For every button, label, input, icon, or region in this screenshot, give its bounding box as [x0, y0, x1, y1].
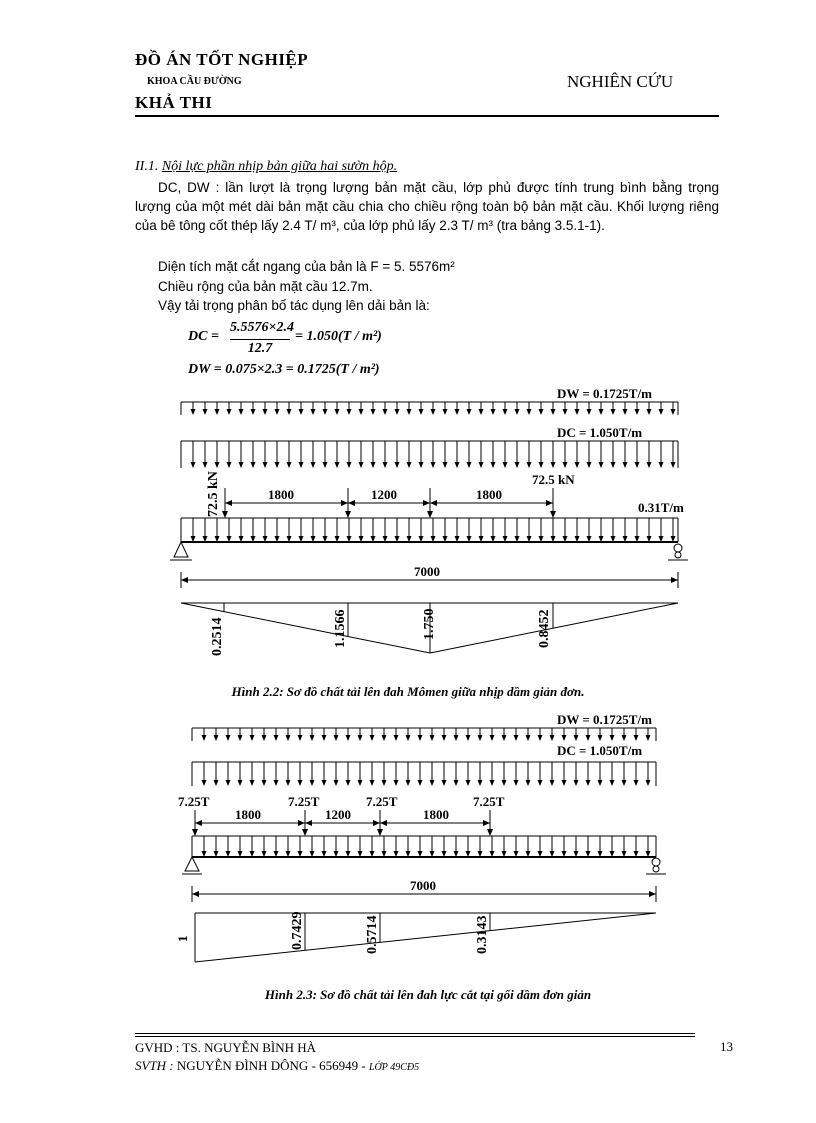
load-arrowhead	[418, 780, 423, 786]
load-arrowhead	[526, 780, 531, 786]
load-arrowhead	[406, 780, 411, 786]
figure1-uniform-label: 0.31T/m	[638, 500, 684, 515]
figure1-caption: Hình 2.2: Sơ đồ chất tải lên đah Mômen giữa nhịp dầm giản đơn.	[231, 684, 585, 699]
load-arrowhead	[191, 409, 196, 415]
load-arrowhead	[263, 409, 268, 415]
dc-formula-lhs: DC =	[188, 329, 219, 344]
load-arrowhead	[310, 780, 315, 786]
load-arrowhead	[575, 462, 580, 468]
load-arrowhead	[359, 462, 364, 468]
load-arrowhead	[479, 409, 484, 415]
load-arrowhead	[574, 735, 579, 741]
figure2-supports	[182, 857, 666, 874]
load-arrowhead	[335, 462, 340, 468]
load-arrowhead	[503, 409, 508, 415]
load-arrowhead	[298, 780, 303, 786]
load-arrowhead	[659, 462, 664, 468]
load-arrowhead	[563, 409, 568, 415]
load-arrowhead	[503, 462, 508, 468]
dc-formula-rhs: = 1.050(T / m²)	[295, 329, 382, 344]
load-arrowhead	[407, 409, 412, 415]
load-arrowhead	[586, 735, 591, 741]
load-arrowhead	[419, 462, 424, 468]
load-arrowhead	[262, 735, 267, 741]
load-arrowhead	[299, 409, 304, 415]
load-arrowhead	[671, 409, 676, 415]
load-arrowhead	[622, 735, 627, 741]
load-arrowhead	[287, 462, 292, 468]
load-arrowhead	[443, 409, 448, 415]
load-arrowhead	[203, 409, 208, 415]
load-arrowhead	[395, 462, 400, 468]
load-arrowhead	[514, 735, 519, 741]
load-arrowhead	[394, 735, 399, 741]
load-arrowhead	[238, 735, 243, 741]
load-arrowhead	[562, 735, 567, 741]
load-arrowhead	[646, 780, 651, 786]
load-arrowhead	[527, 409, 532, 415]
load-arrowhead	[550, 780, 555, 786]
load-arrowhead	[215, 462, 220, 468]
load-arrowhead	[502, 735, 507, 741]
load-arrowhead	[587, 409, 592, 415]
load-arrowhead	[514, 780, 519, 786]
load-arrowhead	[431, 409, 436, 415]
load-arrowhead	[346, 780, 351, 786]
figure1-load-right-label: 72.5 kN	[532, 472, 575, 487]
load-arrowhead	[215, 409, 220, 415]
area-line: Diện tích mặt cắt ngang của bản là F = 5. 5576m²	[158, 259, 455, 274]
load-arrowhead	[370, 735, 375, 741]
load-arrowhead	[214, 735, 219, 741]
load-arrowhead	[323, 409, 328, 415]
load-arrowhead	[634, 780, 639, 786]
figure2-uniform-load	[192, 836, 656, 857]
load-arrowhead	[599, 409, 604, 415]
load-arrowhead	[467, 462, 472, 468]
load-arrowhead	[347, 409, 352, 415]
figure1-ordinate4: 0.8452	[537, 609, 552, 648]
load-arrowhead	[443, 462, 448, 468]
load-arrowhead	[563, 462, 568, 468]
load-arrowhead	[538, 735, 543, 741]
figure2-p4-label: 7.25T	[473, 794, 505, 809]
load-arrowhead	[539, 462, 544, 468]
load-arrowhead	[275, 462, 280, 468]
load-arrowhead	[358, 780, 363, 786]
load-arrowhead	[358, 735, 363, 741]
load-arrowhead	[370, 780, 375, 786]
load-arrowhead	[238, 780, 243, 786]
width-line: Chiều rộng của bản mặt cầu 12.7m.	[158, 279, 373, 294]
load-arrowhead	[311, 409, 316, 415]
load-arrowhead	[371, 462, 376, 468]
load-arrowhead	[419, 409, 424, 415]
figure2-caption: Hình 2.3: Sơ đồ chất tải lên đah lực cắt tại gối dầm đơn giản	[264, 987, 592, 1002]
load-arrowhead	[239, 462, 244, 468]
load-arrowhead	[322, 780, 327, 786]
load-arrowhead	[647, 409, 652, 415]
load-arrowhead	[611, 462, 616, 468]
figure1-dw-label: DW = 0.1725T/m	[557, 386, 652, 401]
figure1-dim3: 1800	[476, 487, 502, 502]
load-arrowhead	[466, 780, 471, 786]
load-arrowhead	[599, 462, 604, 468]
figure1-dc-load	[181, 441, 678, 468]
load-arrowhead	[251, 409, 256, 415]
load-arrowhead	[634, 735, 639, 741]
figure2-dw-label: DW = 0.1725T/m	[557, 712, 652, 727]
load-arrowhead	[263, 462, 268, 468]
load-arrowhead	[286, 780, 291, 786]
load-arrowhead	[394, 780, 399, 786]
load-arrowhead	[490, 735, 495, 741]
load-arrowhead	[334, 735, 339, 741]
figure2-p1-label: 7.25T	[178, 794, 210, 809]
figure2-dc-load	[192, 762, 656, 786]
load-arrowhead	[250, 735, 255, 741]
load-arrowhead	[635, 409, 640, 415]
load-arrowhead	[550, 735, 555, 741]
figure1-uniform-load	[181, 518, 678, 542]
load-arrowhead	[202, 780, 207, 786]
figure2-ordinate2: 0.5714	[365, 915, 380, 954]
figure2-dim2: 1200	[325, 807, 351, 822]
page-number: 13	[720, 1039, 733, 1054]
load-arrowhead	[202, 735, 207, 741]
figure2-dw-load	[192, 728, 656, 741]
load-arrowhead	[491, 409, 496, 415]
load-arrowhead	[551, 462, 556, 468]
load-arrowhead	[406, 735, 411, 741]
load-arrowhead	[587, 462, 592, 468]
load-arrowhead	[622, 780, 627, 786]
load-arrowhead	[371, 409, 376, 415]
load-arrowhead	[323, 462, 328, 468]
load-arrowhead	[430, 735, 435, 741]
load-arrowhead	[298, 735, 303, 741]
figure1-span-label: 7000	[414, 564, 440, 579]
footer-student	[135, 1058, 419, 1074]
load-arrowhead	[455, 409, 460, 415]
dw-formula: DW = 0.075×2.3 = 0.1725(T / m²)	[188, 362, 380, 377]
load-arrowhead	[430, 780, 435, 786]
footer-student-class: LỚP 49CĐ5	[368, 1062, 420, 1073]
load-arrowhead	[322, 735, 327, 741]
load-arrowhead	[611, 409, 616, 415]
figure2-dc-label: DC = 1.050T/m	[557, 743, 643, 758]
load-arrowhead	[623, 409, 628, 415]
figure1-dw-load	[181, 402, 678, 415]
load-arrowhead	[226, 735, 231, 741]
load-arrowhead	[467, 409, 472, 415]
load-arrowhead	[262, 780, 267, 786]
load-arrowhead	[454, 735, 459, 741]
load-arrowhead	[418, 735, 423, 741]
load-arrowhead	[478, 780, 483, 786]
load-arrowhead	[286, 735, 291, 741]
load-arrowhead	[442, 780, 447, 786]
header-right-label: NGHIÊN CỨU	[567, 72, 674, 91]
load-arrowhead	[227, 409, 232, 415]
figure1-dim1: 1800	[268, 487, 294, 502]
figure2-span-label: 7000	[410, 878, 436, 893]
load-arrowhead	[191, 462, 196, 468]
figure2-p2-label: 7.25T	[288, 794, 320, 809]
section-number: II.1.	[135, 159, 159, 174]
load-arrowhead	[479, 462, 484, 468]
figure1-ordinate2: 1.1566	[333, 609, 348, 648]
load-arrowhead	[382, 780, 387, 786]
load-arrowhead	[610, 735, 615, 741]
footer-advisor: GVHD : TS. NGUYỄN BÌNH HÀ	[135, 1040, 317, 1055]
load-arrowhead	[502, 780, 507, 786]
report-title: ĐỒ ÁN TỐT NGHIỆP	[135, 50, 309, 69]
load-arrowhead	[226, 780, 231, 786]
load-arrowhead	[251, 462, 256, 468]
load-arrowhead	[538, 780, 543, 786]
load-arrowhead	[647, 462, 652, 468]
department-label: KHOA CẦU ĐƯỜNG	[147, 76, 242, 87]
load-arrowhead	[383, 462, 388, 468]
load-arrowhead	[227, 462, 232, 468]
load-arrowhead	[431, 462, 436, 468]
section-title: Nội lực phần nhịp bản giữa hai sườn hộp.	[161, 159, 398, 174]
load-arrowhead	[527, 462, 532, 468]
footer-student-label: SVTH :	[135, 1058, 174, 1073]
load-arrowhead	[466, 735, 471, 741]
figure1-load-left-label: 72.5 kN	[206, 471, 221, 517]
load-arrowhead	[575, 409, 580, 415]
load-arrowhead	[478, 735, 483, 741]
figure2-dim1: 1800	[235, 807, 261, 822]
load-arrowhead	[383, 409, 388, 415]
load-arrowhead	[586, 780, 591, 786]
load-arrowhead	[311, 462, 316, 468]
figure2-dim3: 1800	[423, 807, 449, 822]
load-arrowhead	[346, 735, 351, 741]
footer-rule-top	[135, 1033, 695, 1034]
dc-formula-numerator: 5.5576×2.4	[230, 320, 294, 335]
load-arrowhead	[610, 780, 615, 786]
figure2-ordinate0: 1	[175, 935, 190, 942]
load-arrowhead	[335, 409, 340, 415]
load-arrowhead	[442, 735, 447, 741]
load-arrowhead	[574, 780, 579, 786]
load-arrowhead	[562, 780, 567, 786]
figure1-ordinate3: 1.750	[422, 608, 437, 640]
load-arrowhead	[395, 409, 400, 415]
load-arrowhead	[203, 462, 208, 468]
load-arrowhead	[659, 409, 664, 415]
load-intro-line: Vậy tải trọng phân bố tác dụng lên dải bản là:	[158, 298, 430, 313]
figure1-ordinate1: 0.2514	[210, 617, 225, 656]
load-arrowhead	[214, 780, 219, 786]
report-subtitle: KHẢ THI	[135, 93, 213, 112]
figure2-ordinate3: 0.3143	[475, 915, 490, 954]
load-arrowhead	[539, 409, 544, 415]
load-arrowhead	[299, 462, 304, 468]
load-arrowhead	[671, 462, 676, 468]
figure1-dim2: 1200	[371, 487, 397, 502]
figure2-ordinate1: 0.7429	[290, 911, 305, 950]
load-arrowhead	[239, 409, 244, 415]
load-arrowhead	[598, 735, 603, 741]
figure2-p3-label: 7.25T	[366, 794, 398, 809]
footer-student-name: NGUYỄN ĐÌNH DÔNG - 656949 -	[176, 1058, 366, 1073]
figure1-supports	[170, 542, 688, 560]
load-arrowhead	[454, 780, 459, 786]
load-arrowhead	[635, 462, 640, 468]
body-paragraph: DC, DW : lần lượt là trọng lượng bản mặt cầu, lớp phủ được tính trung bình bằng trọng lượng của một mét dài bản mặt cầu chia cho chiều rộng toàn bộ bản mặt cầu. Khối lượng riêng của bê tông cốt thép lấy 2.4 T/ m³, của lớp phủ lấy 2.3 T/ m³ (tra bảng 3.5.1-1).	[135, 180, 719, 233]
figure1-dc-label: DC = 1.050T/m	[557, 425, 643, 440]
load-arrowhead	[515, 462, 520, 468]
load-arrowhead	[490, 780, 495, 786]
load-arrowhead	[623, 462, 628, 468]
load-arrowhead	[491, 462, 496, 468]
load-arrowhead	[407, 462, 412, 468]
load-arrowhead	[274, 735, 279, 741]
load-arrowhead	[382, 735, 387, 741]
load-arrowhead	[310, 735, 315, 741]
load-arrowhead	[275, 409, 280, 415]
load-arrowhead	[274, 780, 279, 786]
load-arrowhead	[526, 735, 531, 741]
load-arrowhead	[551, 409, 556, 415]
load-arrowhead	[515, 409, 520, 415]
footer-rule-bottom	[135, 1036, 695, 1037]
load-arrowhead	[287, 409, 292, 415]
load-arrowhead	[250, 780, 255, 786]
load-arrowhead	[347, 462, 352, 468]
figure2-influence-line	[195, 913, 656, 962]
load-arrowhead	[598, 780, 603, 786]
load-arrowhead	[646, 735, 651, 741]
load-arrowhead	[334, 780, 339, 786]
load-arrowhead	[455, 462, 460, 468]
dc-formula-denominator: 12.7	[247, 341, 273, 356]
load-arrowhead	[359, 409, 364, 415]
